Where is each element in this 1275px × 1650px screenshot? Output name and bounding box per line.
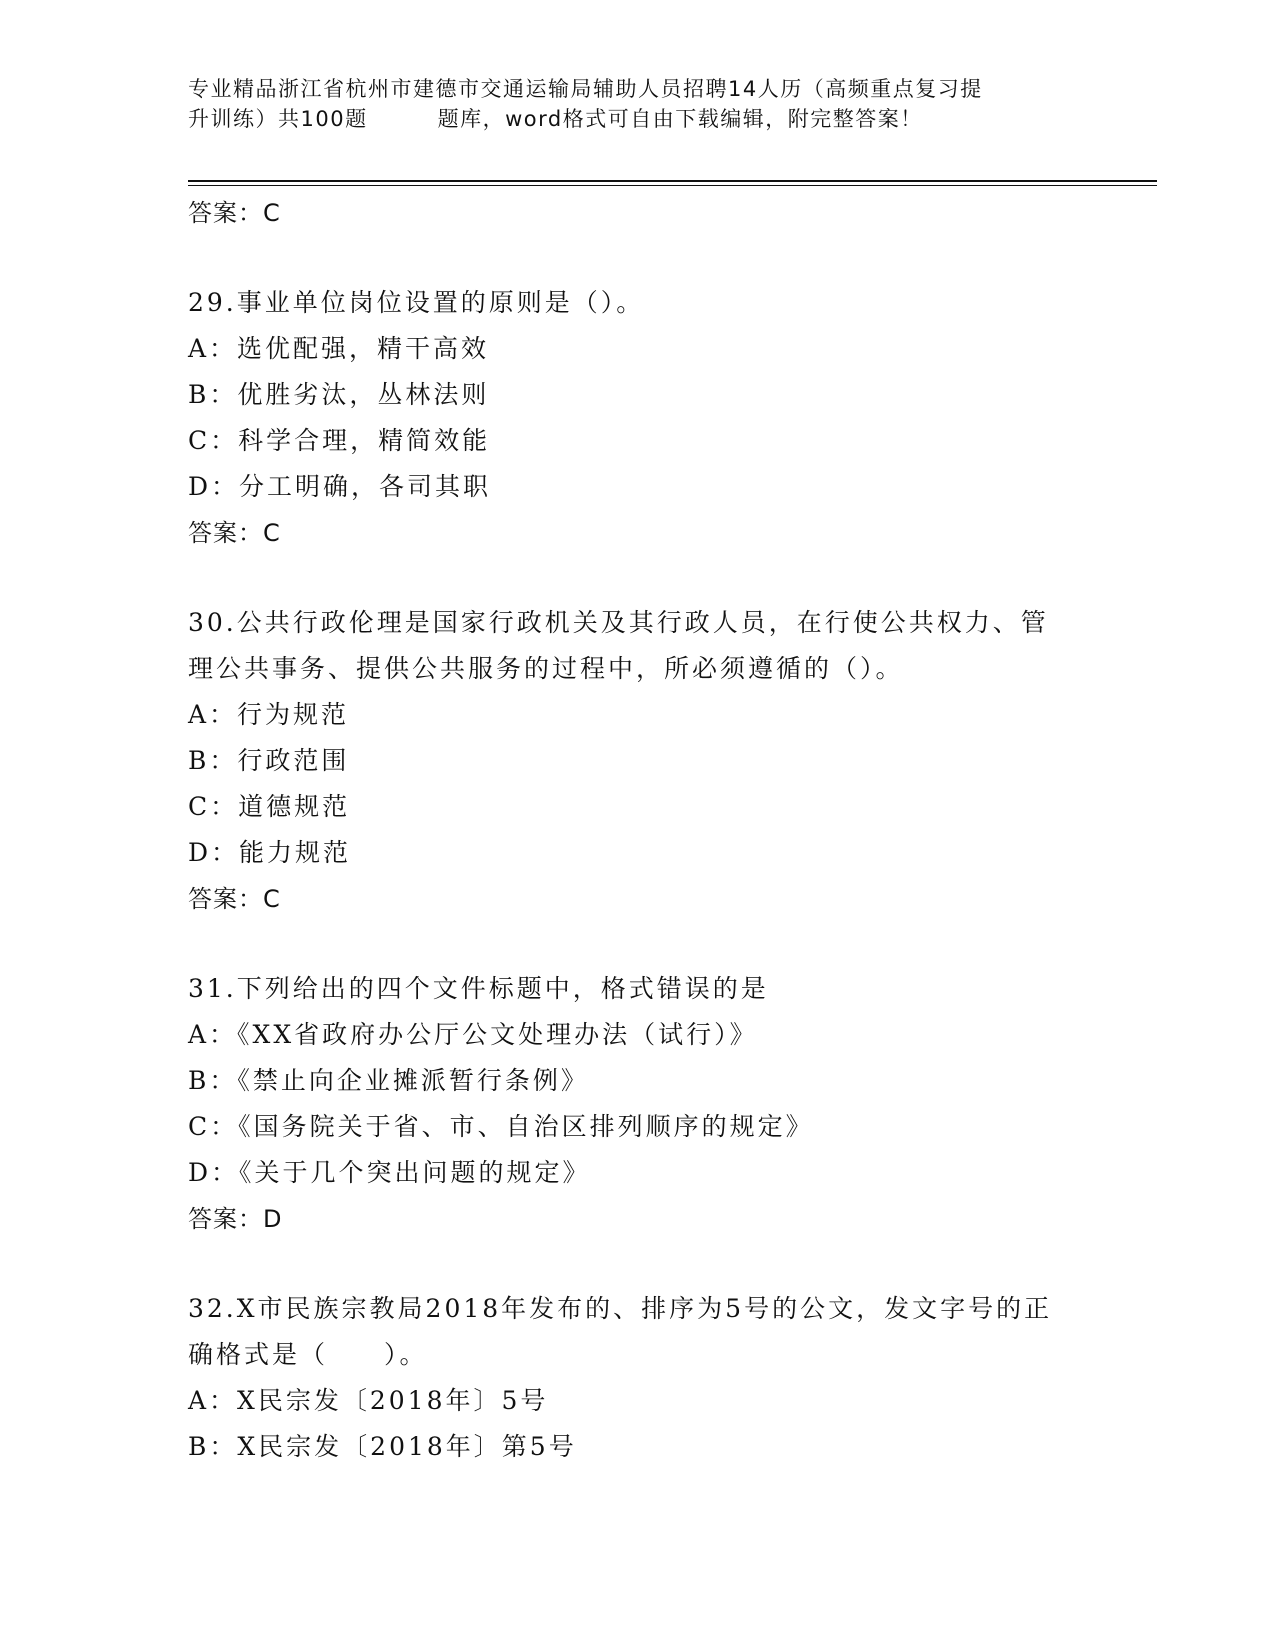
previous-answer: 答案：C bbox=[188, 199, 281, 227]
answer: 答案：C bbox=[188, 519, 281, 547]
option-c: C：科学合理，精简效能 bbox=[188, 426, 491, 455]
question-block-31 bbox=[188, 966, 1088, 1242]
question-text bbox=[188, 280, 1088, 326]
document-body bbox=[188, 190, 1088, 1470]
option-b: B：行政范围 bbox=[188, 746, 350, 775]
option-b: B：优胜劣汰，丛林法则 bbox=[188, 380, 490, 409]
answer: 答案：D bbox=[188, 1205, 283, 1233]
option-d: D：分工明确，各司其职 bbox=[188, 472, 492, 501]
answer: 答案：C bbox=[188, 885, 281, 913]
question-line: 确格式是（ ）。 bbox=[188, 1340, 428, 1369]
header-line-2 bbox=[188, 104, 1088, 134]
option-a: A：行为规范 bbox=[188, 700, 350, 729]
question-text bbox=[188, 966, 1088, 1012]
option-a: A：选优配强，精干高效 bbox=[188, 334, 490, 363]
document-header bbox=[188, 74, 1088, 134]
question-line: 30.公共行政伦理是国家行政机关及其行政人员，在行使公共权力、管 bbox=[188, 608, 1049, 637]
header-divider-thin bbox=[188, 185, 1157, 186]
option-a: A：《XX省政府办公厅公文处理办法（试行）》 bbox=[188, 1020, 758, 1049]
question-line: 29.事业单位岗位设置的原则是（）。 bbox=[188, 288, 645, 317]
header-line-1: 专业精品浙江省杭州市建德市交通运输局辅助人员招聘14人历（高频重点复习提 bbox=[188, 77, 983, 101]
question-line: 31.下列给出的四个文件标题中，格式错误的是 bbox=[188, 974, 769, 1003]
option-c: C：道德规范 bbox=[188, 792, 351, 821]
option-c: C：《国务院关于省、市、自治区排列顺序的规定》 bbox=[188, 1112, 814, 1141]
question-block-29 bbox=[188, 280, 1088, 556]
question-line: 32.X市民族宗教局2018年发布的、排序为5号的公文，发文字号的正 bbox=[188, 1294, 1053, 1323]
header-line-2-part-2: 题库，word格式可自由下载编辑，附完整答案！ bbox=[437, 107, 923, 131]
option-a: A：X民宗发〔2018年〕5号 bbox=[188, 1386, 549, 1415]
option-b: B：X民宗发〔2018年〕第5号 bbox=[188, 1432, 577, 1461]
question-text bbox=[188, 1286, 1088, 1378]
option-d: D：《关于几个突出问题的规定》 bbox=[188, 1158, 591, 1187]
option-d: D：能力规范 bbox=[188, 838, 352, 867]
question-block-32 bbox=[188, 1286, 1088, 1470]
question-line: 理公共事务、提供公共服务的过程中，所必须遵循的（）。 bbox=[188, 654, 904, 683]
header-line-2-part-1: 升训练）共100题 bbox=[188, 107, 368, 131]
question-text bbox=[188, 600, 1088, 692]
question-block-30 bbox=[188, 600, 1088, 922]
header-divider-thick bbox=[188, 180, 1157, 182]
option-b: B：《禁止向企业摊派暂行条例》 bbox=[188, 1066, 589, 1095]
